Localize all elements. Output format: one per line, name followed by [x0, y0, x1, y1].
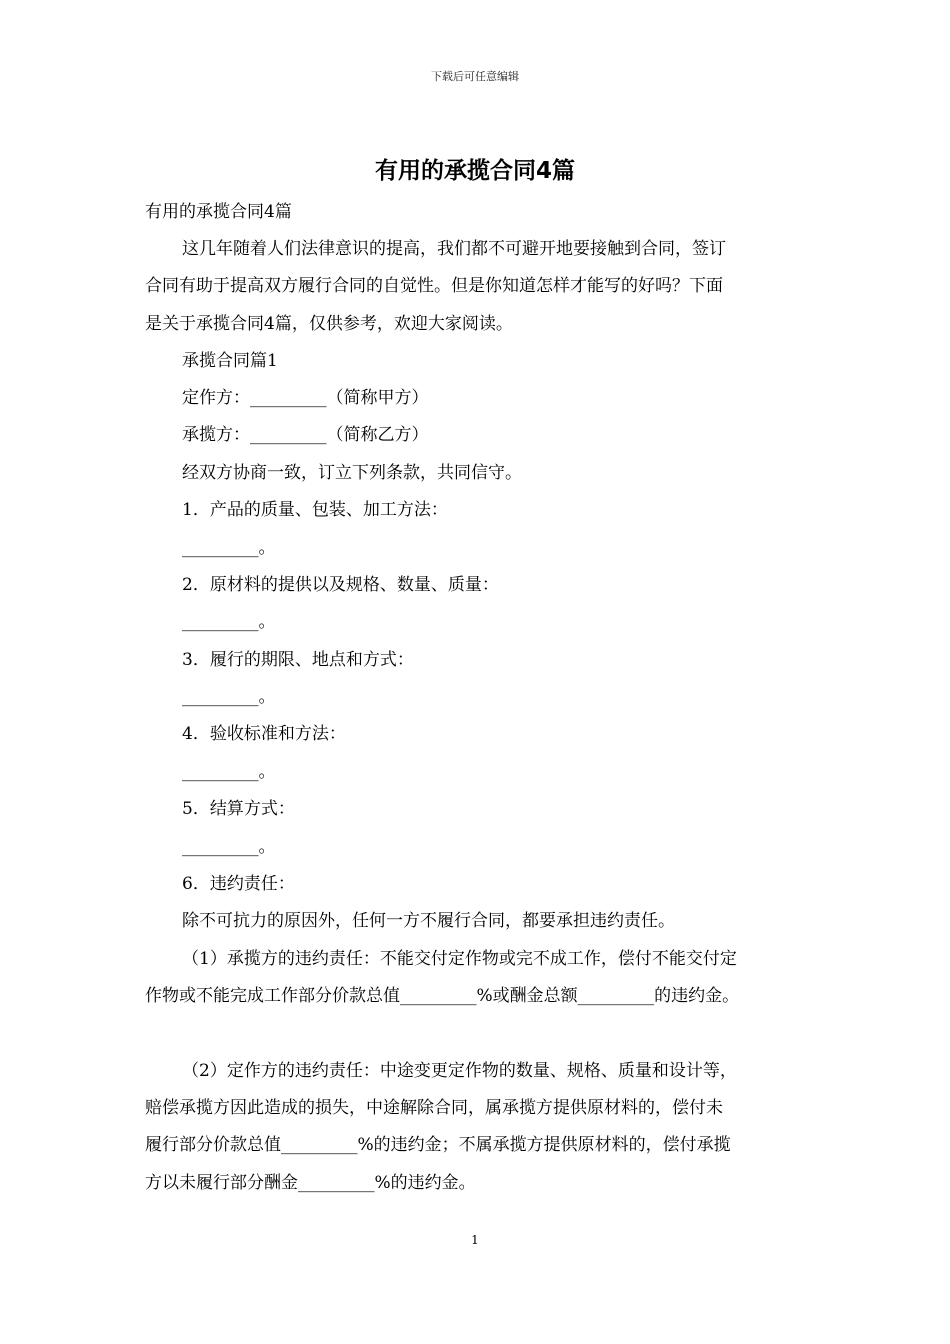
paragraph-line: 方以未履行部分酬金_________%的违约金。 [145, 1173, 476, 1193]
paragraph-line: 是关于承揽合同4篇，仅供参考，欢迎大家阅读。 [145, 314, 513, 334]
paragraph-line: 这几年随着人们法律意识的提高，我们都不可避开地要接触到合同，签订 [182, 239, 726, 259]
page-header: 下载后可任意编辑 [431, 70, 519, 83]
party-line: 承揽方：_________（简称乙方） [182, 425, 429, 445]
clause-line: 5．结算方式： [182, 799, 295, 819]
blank-line: _________。 [182, 837, 276, 857]
paragraph-line: （2）定作方的违约责任：中途变更定作物的数量、规格、质量和设计等， [182, 1061, 737, 1081]
section-heading: 承揽合同篇1 [182, 351, 278, 371]
blank-line: _________。 [182, 687, 276, 707]
blank-line: _________。 [182, 762, 276, 782]
clause-line: 4．验收标准和方法： [182, 724, 346, 744]
subtitle-line: 有用的承揽合同4篇 [145, 202, 292, 222]
paragraph-line: 赔偿承揽方因此造成的损失，中途解除合同，属承揽方提供原材料的，偿付未 [145, 1098, 723, 1118]
paragraph-line: 合同有助于提高双方履行合同的自觉性。但是你知道怎样才能写的好吗？下面 [145, 276, 723, 296]
paragraph-line: （1）承揽方的违约责任：不能交付定作物或完不成工作，偿付不能交付定 [182, 949, 737, 969]
blank-line: _________。 [182, 612, 276, 632]
paragraph-line: 作物或不能完成工作部分价款总值_________%或酬金总额_________的违约金。 [145, 986, 740, 1006]
document-title: 有用的承揽合同4篇 [374, 158, 575, 184]
clause-line: 6．违约责任： [182, 874, 295, 894]
paragraph-line: 履行部分价款总值_________%的违约金；不属承揽方提供原材料的，偿付承揽 [145, 1135, 731, 1155]
clause-line: 2．原材料的提供以及规格、数量、质量： [182, 575, 499, 595]
clause-line: 3．履行的期限、地点和方式： [182, 650, 414, 670]
page-number: 1 [471, 1233, 479, 1247]
party-line: 定作方：_________（简称甲方） [182, 388, 429, 408]
paragraph-line: 除不可抗力的原因外，任何一方不履行合同，都要承担违约责任。 [182, 911, 675, 931]
blank-line: _________。 [182, 538, 276, 558]
paragraph-line: 经双方协商一致，订立下列条款，共同信守。 [182, 463, 522, 483]
clause-line: 1．产品的质量、包装、加工方法： [182, 500, 448, 520]
